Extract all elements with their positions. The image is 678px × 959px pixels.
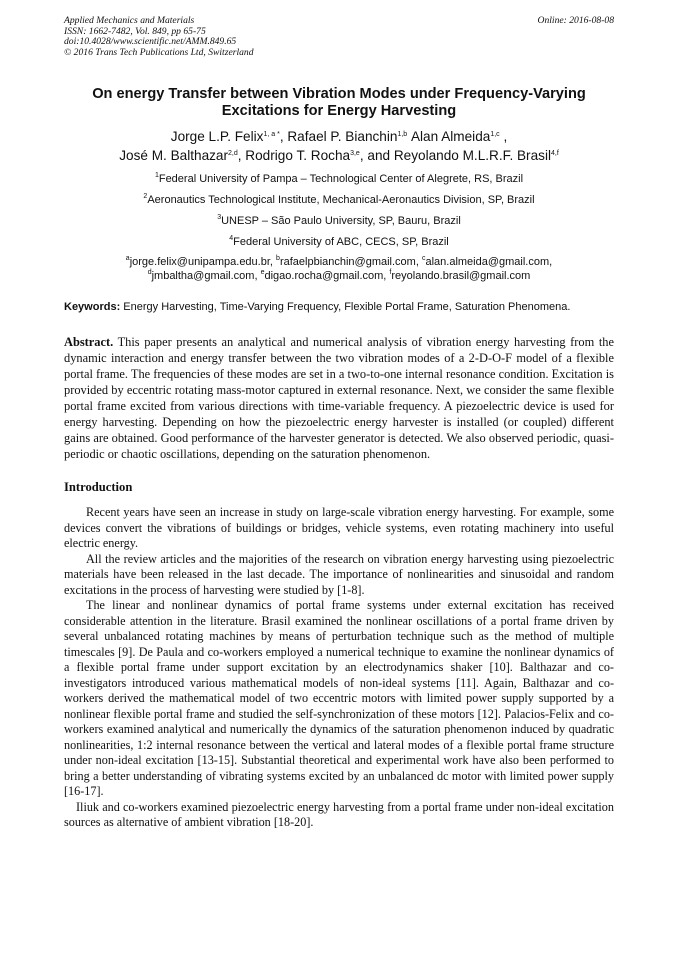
intro-paragraph: The linear and nonlinear dynamics of portal frame systems under external excitation has received considerable attention in the literature. Brasil examined the nonlinear oscillations of a portal frame driven by several unbalanced rotating machines by means of perturbation technique such as the method of multiple timescales [9]. De Paula and co-workers employed a numerical technique to examine the nonlinear dynamics of a flexible portal frame under support excitation by an electrodynamics shaker [10]. Balthazar and co-investigators introduced various mathematical models of non-ideal systems [11]. Again, Balthazar and co-workers derived the mathematical model of two eccentric motors with limited power supply supported by a nonlinear flexible portal frame and studied the self-synchronization of these motors [12]. Palacios-Felix and co-workers examined analytical and numerically the dynamics of the saturation phenomenon induced by quadratic nonlinearities, 1:2 internal resonance between the vertical and lateral modes of a flexible portal frame structure under non-ideal excitation [13-15]. Substantial theoretical and experimental work have also been performed to bring a better understanding of vibrating systems excited by an unbalanced dc motor with limited power supply [16-17]. [64, 598, 614, 799]
author-superscript: 4,f [550, 149, 559, 157]
intro-paragraph: Iliuk and co-workers examined piezoelectric energy harvesting from a portal frame under non-ideal excitation sources as alternative of ambient vibration [18-20]. [64, 799, 614, 830]
intro-paragraph: Recent years have seen an increase in study on large-scale vibration energy harvesting. For example, some devices convert the vibrations of buildings or bridges, vehicle systems, even rotating machinery into useful electric energy. [64, 505, 614, 551]
email-link[interactable]: jmbaltha@gmail.com, [151, 269, 258, 282]
affiliation-number: 4 [229, 235, 234, 243]
keywords-section [64, 300, 614, 314]
affiliation-1 [64, 172, 614, 186]
email-marker: f [389, 268, 392, 276]
keywords-label: Keywords: [64, 301, 121, 314]
email-marker: d [147, 268, 152, 276]
abstract-text: This paper presents an analytical and numerical analysis of vibration energy harvesting from the dynamic interaction and energy transfer between the two vibration modes of a 2-D-O-F model of a flexible portal frame. The frequencies of these modes are set in a two-to-one internal resonance condition. Excitation is provided by eccentric rotating mass-motor captured in external resonance. Next, we consider the same flexible portal frame excited from various directions with time-variable frequency. A piezoelectric device is used for energy harvesting. Depending on how the piezoelectric energy harvester is installed (or coupled) different gains are obtained. Good performance of the harvester generator is detected. We also observed periodic, quasi-periodic or chaotic oscillations, depending on the saturation phenomenon. [64, 334, 614, 462]
author-name: , Rodrigo T. Rocha [237, 147, 351, 163]
email-link[interactable]: digao.rocha@gmail.com, [264, 269, 387, 282]
affiliation-text: Federal University of ABC, CECS, SP, Brazil [233, 236, 449, 249]
author-name: José M. Balthazar [119, 147, 229, 163]
keywords-text: Energy Harvesting, Time-Varying Frequency, Flexible Portal Frame, Saturation Phenomena. [120, 301, 571, 314]
abstract-section [64, 334, 614, 463]
affiliation-text: UNESP – São Paulo University, SP, Bauru, Brazil [221, 215, 461, 228]
author-superscript: 1,b [397, 131, 408, 139]
email-marker: b [276, 255, 280, 263]
email-marker: e [260, 268, 265, 276]
affiliation-4 [64, 235, 614, 249]
affiliation-2 [64, 193, 614, 207]
email-link[interactable]: rafaelpbianchin@gmail.com, [279, 256, 419, 269]
email-link[interactable]: jorge.felix@unipampa.edu.br, [129, 256, 273, 269]
author-name: , Rafael P. Bianchin [279, 129, 398, 145]
journal-header [64, 16, 614, 58]
journal-name: Applied Mechanics and Materials [64, 15, 195, 26]
email-list [64, 256, 614, 283]
email-marker: c [421, 255, 426, 263]
affiliation-text: Federal University of Pampa – Technological Center of Alegrete, RS, Brazil [158, 173, 524, 186]
email-link[interactable]: reyolando.brasil@gmail.com [391, 269, 531, 282]
affiliation-3 [64, 214, 614, 228]
affiliation-number: 1 [154, 172, 159, 180]
author-separator: , [499, 129, 508, 145]
abstract-label: Abstract. [64, 334, 114, 349]
author-superscript: 1,c [490, 131, 500, 139]
author-superscript: 1, a * [263, 131, 280, 139]
author-name: , and Reyolando M.L.R.F. Brasil [359, 147, 551, 163]
email-marker: a [125, 255, 130, 263]
author-superscript: 3,e [350, 149, 360, 157]
doi-line[interactable]: doi:10.4028/www.scientific.net/AMM.849.65 [64, 36, 237, 48]
introduction-heading: Introduction [64, 480, 133, 495]
copyright-line: © 2016 Trans Tech Publications Ltd, Switzerland [64, 46, 254, 58]
paper-title: On energy Transfer between Vibration Modes under Frequency-Varying Excitations for Energy Harvesting [92, 86, 586, 120]
author-superscript: 2,d [228, 149, 238, 157]
issn-line: ISSN: 1662-7482, Vol. 849, pp 65-75 [64, 25, 206, 37]
author-name: Alan Almeida [410, 129, 491, 145]
email-link[interactable]: alan.almeida@gmail.com, [425, 256, 553, 269]
affiliation-number: 3 [217, 214, 222, 222]
affiliation-number: 2 [143, 193, 148, 201]
affiliation-text: Aeronautics Technological Institute, Mechanical-Aeronautics Division, SP, Brazil [147, 194, 535, 207]
author-list [64, 128, 614, 165]
author-name: Jorge L.P. Felix [170, 129, 264, 145]
online-date: Online: 2016-08-08 [537, 15, 614, 26]
intro-paragraph: All the review articles and the majorities of the research on vibration energy harvesting using piezoelectric materials have been released in the last decade. The importance of nonlinearities and sinusoidal and random excitations in the process of harvesting were studied by [1-8]. [64, 551, 614, 597]
